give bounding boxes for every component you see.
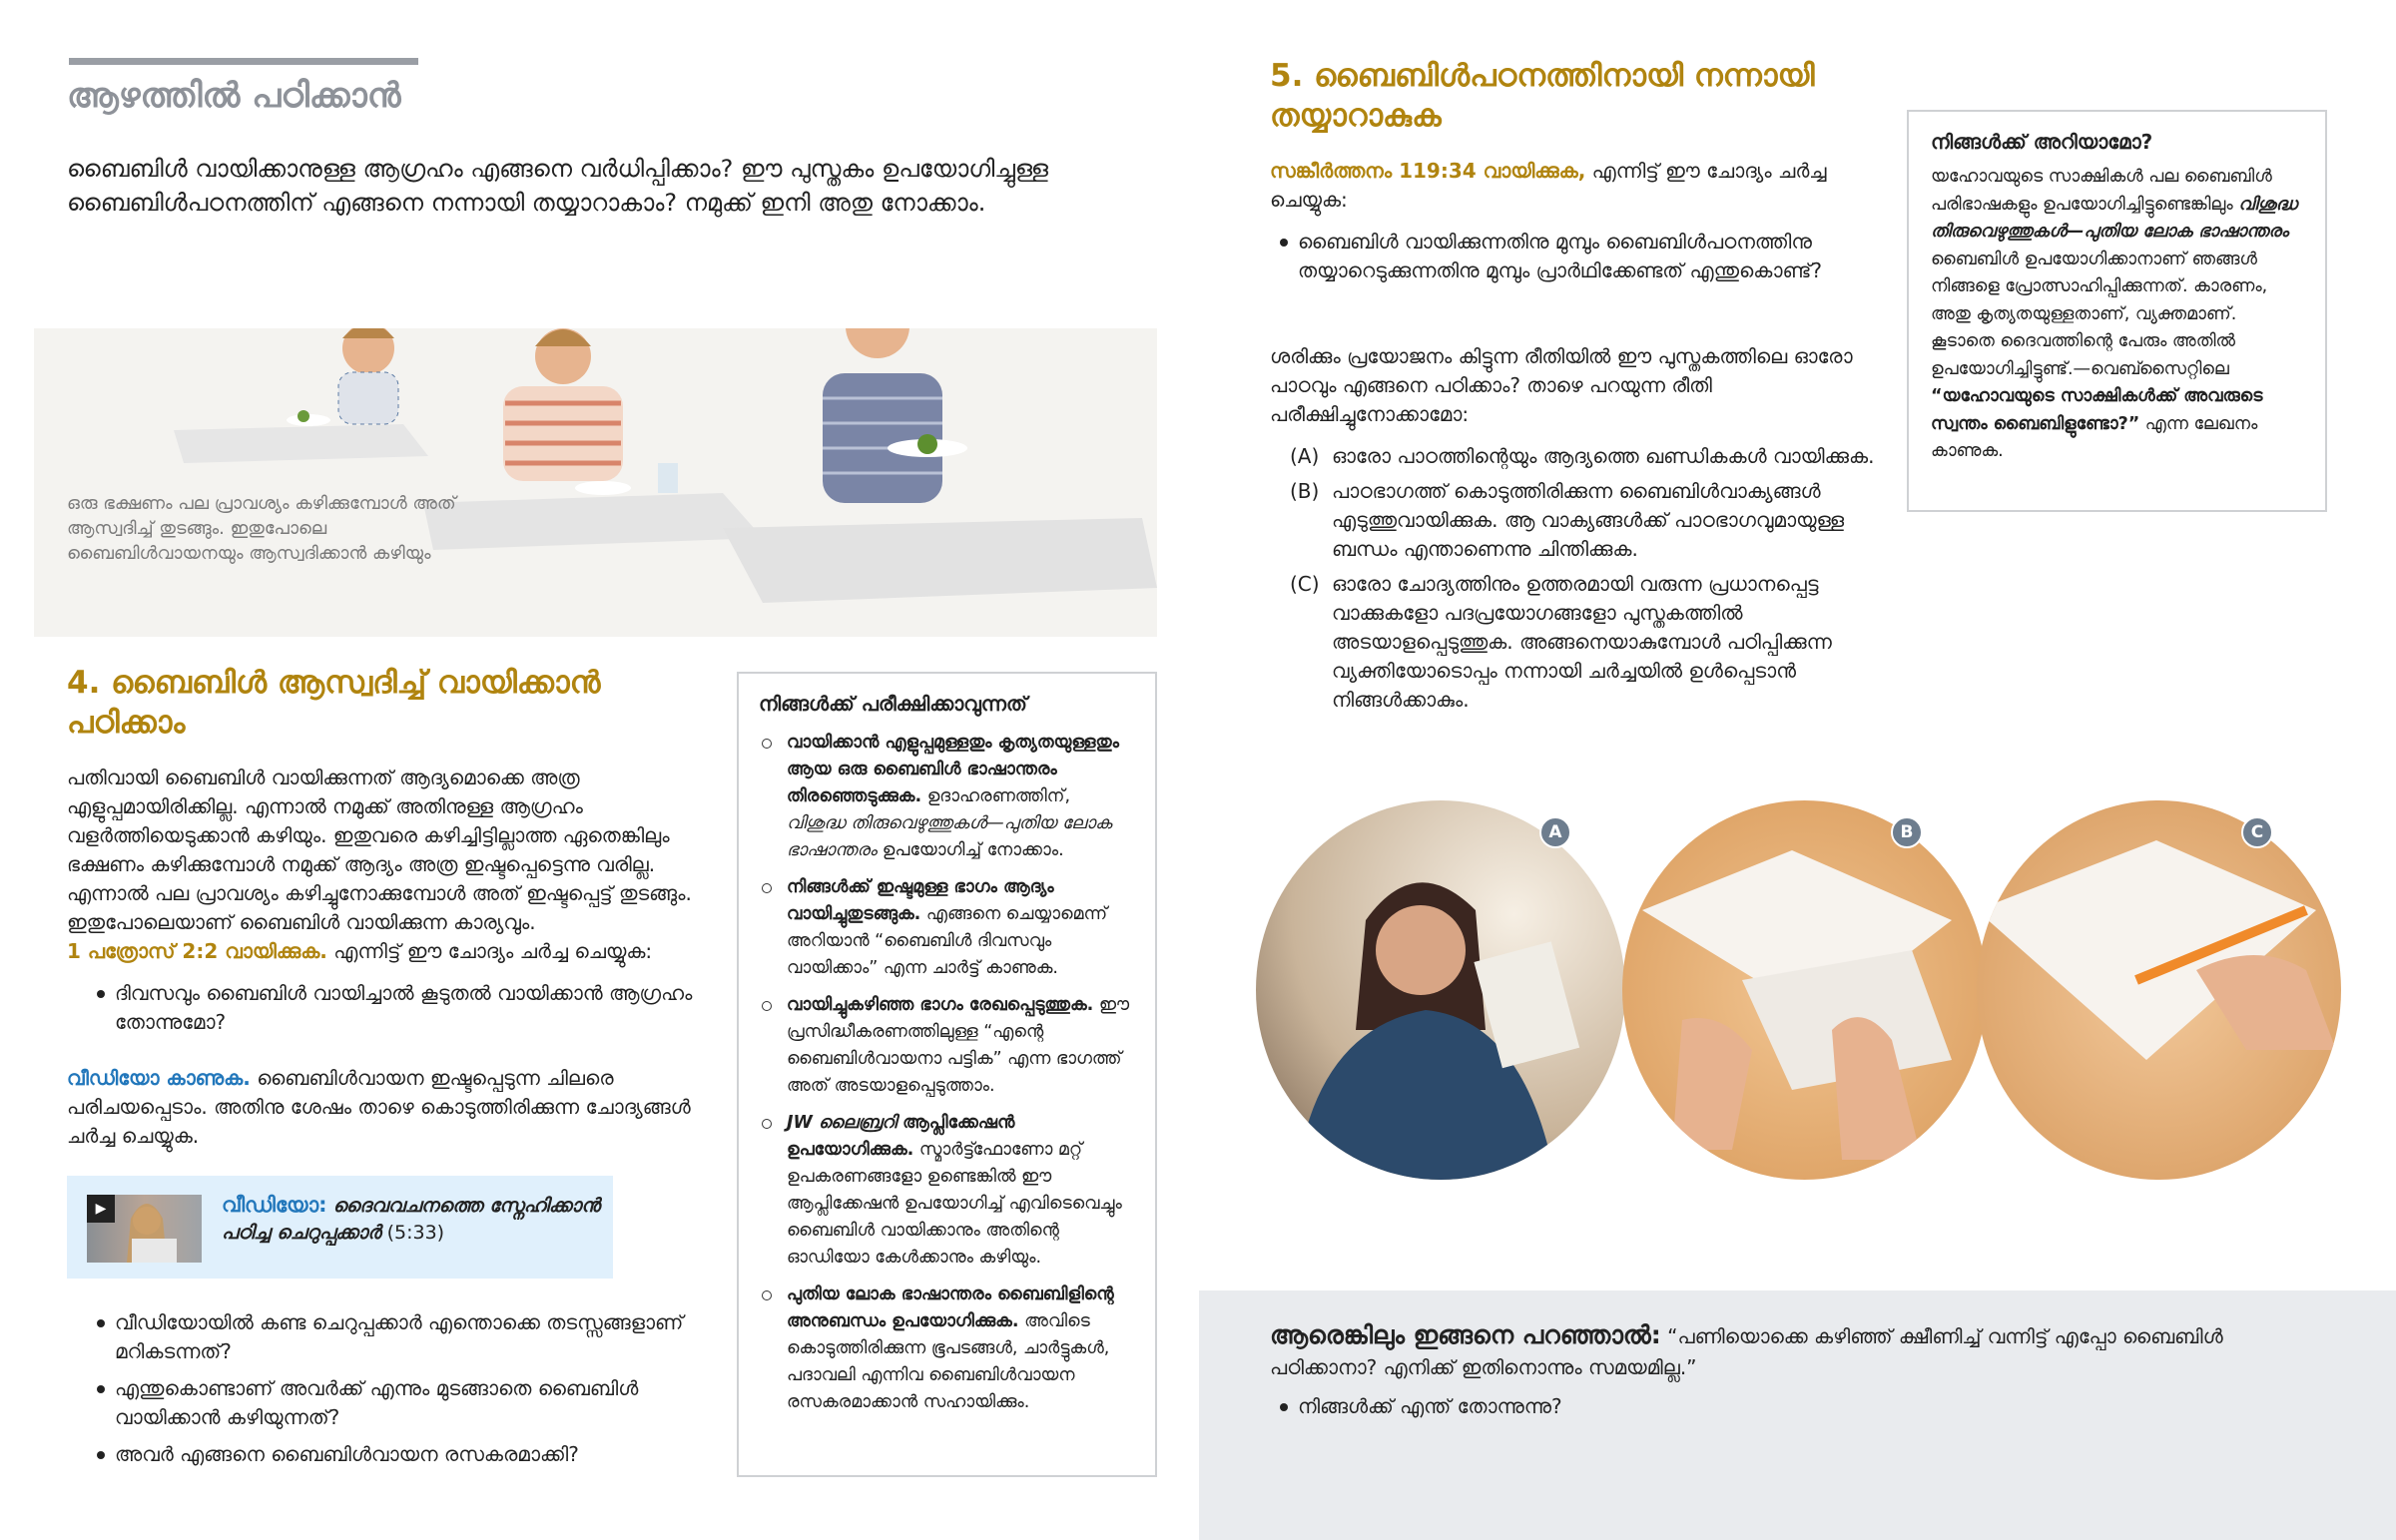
video-question-list — [67, 1308, 706, 1477]
page-title: ആഴത്തിൽ പഠിക്കാൻ — [67, 76, 401, 116]
try-box-title: നിങ്ങൾക്ക് പരീക്ഷിക്കാവുന്നത് — [759, 692, 1027, 716]
try-item: പുതിയ ലോക ഭാഷാന്തരം ബൈബിളിന്റെ അനുബന്ധം ഉപയോഗിക്കുക. അവിടെ കൊടുത്തിരിക്കുന്ന ഭൂപടങ്ങൾ, ചാർട്ടുകൾ, പദാവലി എന്നിവ ബൈബിൾവായന രസകരമാക്കാൻ സഹായിക്കും. — [759, 1282, 1133, 1416]
intro-text: ബൈബിൾ വായിക്കാനുള്ള ആഗ്രഹം എങ്ങനെ വർധിപ്പിക്കാം? ഈ പുസ്തകം ഉപയോഗിച്ചുള്ള ബൈബിൾപഠനത്തിന് എങ്ങനെ നന്നായി തയ്യാറാകാം? നമുക്ക് ഇനി അതു നോക്കാം. — [67, 155, 1048, 217]
question-item: എന്തുകൊണ്ടാണ് അവർക്ക് എന്നും മുടങ്ങാതെ ബൈബിൾ വായിക്കാൻ കഴിയുന്നത്? — [67, 1374, 706, 1432]
illustration-b-scriptures — [1622, 800, 1987, 1180]
illustration-a-reading — [1256, 800, 1625, 1180]
badge-b: B — [1891, 816, 1923, 848]
objection-lead: ആരെങ്കിലും ഇങ്ങനെ പറഞ്ഞാൽ: — [1270, 1320, 1661, 1349]
boy-3 — [823, 328, 967, 503]
play-icon[interactable]: ▶ — [87, 1195, 115, 1223]
question-item: ദിവസവും ബൈബിൾ വായിച്ചാൽ കൂടുതൽ വായിക്കാൻ ആഗ്രഹം തോന്നുമോ? — [67, 979, 706, 1037]
video-label: വീഡിയോ: — [222, 1193, 327, 1217]
section-4-heading: 4. ബൈബിൾ ആസ്വദിച്ച് വായിക്കാൻ പഠിക്കാം — [67, 665, 601, 741]
question-item: വീഡിയോയിൽ കണ്ട ചെറുപ്പക്കാർ എന്തൊക്കെ തടസ്സങ്ങളാണ് മറികടന്നത്? — [67, 1308, 706, 1366]
image-caption: ഒരു ഭക്ഷണം പല പ്രാവശ്യം കഴിക്കുമ്പോൾ അത് ആസ്വദിച്ച് തുടങ്ങും. ഇതുപോലെ ബൈബിൾവായനയും ആസ്വദിക്കാൻ കഴിയും — [67, 493, 456, 564]
illustration-c-marking — [1977, 800, 2341, 1180]
video-title[interactable] — [222, 1192, 601, 1247]
question-item: ബൈബിൾ വായിക്കുന്നതിനു മുമ്പും ബൈബിൾപഠനത്തിനു തയ്യാറെടുക്കുന്നതിനു മുമ്പും പ്രാർഥിക്കേണ്ടത് എന്തുകൊണ്ട്? — [1250, 228, 1869, 285]
video-thumbnail[interactable] — [87, 1195, 202, 1263]
objection-panel — [1199, 1290, 2396, 1540]
scripture-link-psalm[interactable]: സങ്കീർത്തനം 119:34 വായിക്കുക, — [1270, 159, 1586, 183]
video-paragraph — [67, 1064, 706, 1151]
video-instruction: ബൈബിൾവായന ഇഷ്ടപ്പെടുന്ന ചിലരെ പരിചയപ്പെടാം. അതിനു ശേഷം താഴെ കൊടുത്തിരിക്കുന്ന ചോദ്യങ്ങൾ ചർച്ച ചെയ്യുക. — [67, 1066, 691, 1148]
study-steps — [1270, 442, 1879, 721]
section-4-question-list — [67, 979, 706, 1045]
section-4-paragraph — [67, 764, 706, 966]
badge-c: C — [2241, 816, 2273, 848]
objection-question-list — [1250, 1392, 2148, 1429]
section-5-question-list — [1250, 228, 1869, 293]
watch-video-link[interactable]: വീഡിയോ കാണുക. — [67, 1066, 251, 1090]
article-link[interactable]: “യഹോവയുടെ സാക്ഷികൾക്ക് അവരുടെ സ്വന്തം ബൈബിളുണ്ടോ?” — [1931, 386, 2263, 434]
section-5-scripture — [1270, 157, 1879, 215]
try-item: JW ലൈബ്രറി ആപ്ലിക്കേഷൻ ഉപയോഗിക്കുക. സ്മാർട്ട്ഫോണോ മറ്റ് ഉപകരണങ്ങളോ ഉണ്ടെങ്കിൽ ഈ ആപ്ലിക്കേഷൻ ഉപയോഗിച്ച് എവിടെവെച്ചും ബൈബിൾ വായിക്കാനും അതിന്റെ ഓഡിയോ കേൾക്കാനും കഴിയും. — [759, 1110, 1133, 1272]
try-item: വായിച്ചുകഴിഞ്ഞ ഭാഗം രേഖപ്പെടുത്തുക. ഈ പ്രസിദ്ധീകരണത്തിലുള്ള “എന്റെ ബൈബിൾവായനാ പട്ടിക” എന്ന ഭാഗത്ത് അത് അടയാളപ്പെടുത്താം. — [759, 992, 1133, 1100]
did-you-know-title: നിങ്ങൾക്ക് അറിയാമോ? — [1931, 130, 2153, 154]
boy-2 — [503, 328, 678, 495]
did-you-know-box — [1907, 110, 2327, 512]
step-c: (C) ഓരോ ചോദ്യത്തിനും ഉത്തരമായി വരുന്ന പ്രധാനപ്പെട്ട വാക്കുകളോ പദപ്രയോഗങ്ങളോ പുസ്തകത്തിൽ അടയാളപ്പെടുത്തുക. അങ്ങനെയാകുമ്പോൾ പഠിപ്പിക്കുന്ന വ്യക്തിയോടൊപ്പം നന്നായി ചർച്ചയിൽ ഉൾപ്പെടാൻ നിങ്ങൾക്കാകും. — [1290, 572, 1832, 712]
table-3 — [723, 518, 1157, 603]
try-item: വായിക്കാൻ എളുപ്പമുള്ളതും കൃത്യതയുള്ളതും ആയ ഒരു ബൈബിൾ ഭാഷാന്തരം തിരഞ്ഞെടുക്കുക. ഉദാഹരണത്തിന്, വിശുദ്ധ തിരുവെഴുത്തുകൾ—പുതിയ ലോക ഭാഷാന്തരം ഉപയോഗിച്ച് നോക്കാം. — [759, 730, 1133, 864]
scripture-instruction: എന്നിട്ട് ഈ ചോദ്യം ചർച്ച ചെയ്യുക: — [1270, 159, 1827, 212]
boy-1 — [287, 328, 398, 426]
try-item: നിങ്ങൾക്ക് ഇഷ്ടമുള്ള ഭാഗം ആദ്യം വായിച്ചുതുടങ്ങുക. എങ്ങനെ ചെയ്യാമെന്ന് അറിയാൻ “ബൈബിൾ ദിവസവും വായിക്കാം” എന്ന ചാർട്ട് കാണുക. — [759, 874, 1133, 982]
objection-text — [1270, 1319, 2268, 1383]
scripture-link-1peter[interactable]: 1 പത്രോസ് 2:2 വായിക്കുക. — [67, 939, 327, 963]
badge-a: A — [1539, 816, 1571, 848]
question-item: നിങ്ങൾക്ക് എന്ത് തോന്നുന്നു? — [1250, 1392, 2148, 1421]
video-card[interactable] — [67, 1176, 613, 1279]
section-5-paragraph: ശരിക്കും പ്രയോജനം കിട്ടുന്ന രീതിയിൽ ഈ പുസ്തകത്തിലെ ഓരോ പാഠവും എങ്ങനെ പഠിക്കാം? താഴെ പറയുന്ന രീതി പരീക്ഷിച്ചുനോക്കാമോ: — [1270, 344, 1853, 426]
scripture-instruction: എന്നിട്ട് ഈ ചോദ്യം ചർച്ച ചെയ്യുക: — [326, 939, 653, 963]
did-you-know-text: യഹോവയുടെ സാക്ഷികൾ പല ബൈബിൾ പരിഭാഷകളും ഉപയോഗിച്ചിട്ടുണ്ടെങ്കിലും വിശുദ്ധ തിരുവെഴുത്തുകൾ—പുതിയ ലോക ഭാഷാന്തരം ബൈബിൾ ഉപയോഗിക്കാനാണ് ഞങ്ങൾ നിങ്ങളെ പ്രോത്സാഹിപ്പിക്കുന്നത്. കാരണം, അതു കൃത്യതയുള്ളതാണ്, വ്യക്തമാണ്. കൂടാതെ ദൈവത്തിന്റെ പേരും അതിൽ ഉപയോഗിച്ചിട്ടുണ്ട്.—വെബ്സൈറ്റിലെ “യഹോവയുടെ സാക്ഷികൾക്ക് അവരുടെ സ്വന്തം ബൈബിളുണ്ടോ?” എന്ന ലേഖനം കാണുക. — [1931, 167, 2297, 461]
step-b: (B) പാഠഭാഗത്ത് കൊടുത്തിരിക്കുന്ന ബൈബിൾവാക്യങ്ങൾ എടുത്തുവായിക്കുക. ആ വാക്യങ്ങൾക്ക് പാഠഭാഗവുമായുള്ള ബന്ധം എന്താണെന്നു ചിന്തിക്കുക. — [1290, 479, 1845, 561]
objection-quote: “പണിയൊക്കെ കഴിഞ്ഞ് ക്ഷീണിച്ച് വന്നിട്ട് എപ്പോ ബൈബിൾ പഠിക്കാനാ? എനിക്ക് ഇതിനൊന്നും സമയമില്ല.” — [1270, 1324, 2223, 1379]
try-box — [737, 672, 1157, 1477]
section-5-heading: 5. ബൈബിൾപഠനത്തിനായി നന്നായി തയ്യാറാകുക — [1270, 58, 1815, 134]
video-duration: (5:33) — [386, 1222, 445, 1244]
section-4-text: പതിവായി ബൈബിൾ വായിക്കുന്നത് ആദ്യമൊക്കെ അത്ര എളുപ്പമായിരിക്കില്ല. എന്നാൽ നമുക്ക് അതിനുള്ള ആഗ്രഹം വളർത്തിയെടുക്കാൻ കഴിയും. ഇതുവരെ കഴിച്ചിട്ടില്ലാത്ത ഏതെങ്കിലും ഭക്ഷണം കഴിക്കുമ്പോൾ നമുക്ക് ആദ്യം അത്ര ഇഷ്ടപ്പെട്ടെന്നു വരില്ല. എന്നാൽ പല പ്രാവശ്യം കഴിച്ചുനോക്കുമ്പോൾ അത് ഇഷ്ടപ്പെട്ട് തുടങ്ങും. ഇതുപോലെയാണ് ബൈബിൾ വായിക്കുന്ന കാര്യവും. — [67, 766, 692, 934]
question-item: അവർ എങ്ങനെ ബൈബിൾവായന രസകരമാക്കി? — [67, 1440, 706, 1469]
try-list — [759, 730, 1133, 1416]
food-illustration — [34, 328, 1157, 637]
table-1 — [174, 424, 428, 463]
section-rule — [69, 58, 418, 65]
video-name: ദൈവവചനത്തെ സ്നേഹിക്കാൻ പഠിച്ച ചെറുപ്പക്കാർ — [222, 1195, 600, 1244]
step-a: (A) ഓരോ പാഠത്തിന്റെയും ആദ്യത്തെ ഖണ്ഡികകൾ വായിക്കുക. — [1290, 444, 1875, 468]
